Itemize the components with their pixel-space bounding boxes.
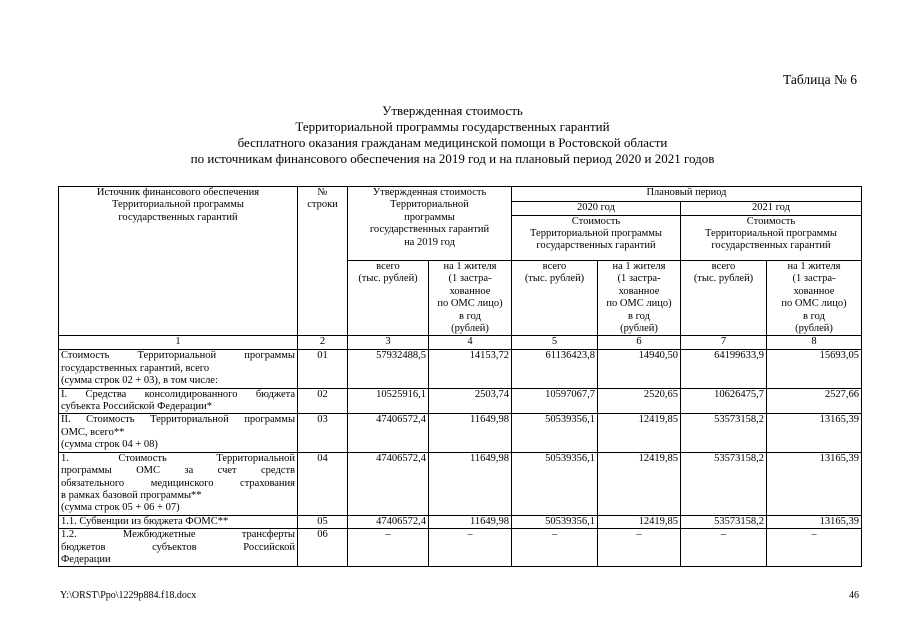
source-line: (сумма строк 05 + 06 + 07) <box>61 502 180 514</box>
row-number: 03 <box>298 414 348 452</box>
cell-total-2019: 47406572,4 <box>348 515 429 528</box>
cell-per-2020: 12419,85 <box>598 452 681 515</box>
header-text: хованное <box>793 285 835 297</box>
cell-per-2019: 11649,98 <box>429 414 512 452</box>
column-index: 5 <box>512 336 598 350</box>
header-text: Источник финансового обеспечения <box>96 187 260 198</box>
cell-total-2021: – <box>681 529 767 567</box>
header-text: всего <box>711 261 736 272</box>
table-row <box>59 529 862 567</box>
source-line: II. Стоимость Территориальной программы <box>61 414 295 426</box>
header-text: (рублей) <box>451 323 489 335</box>
column-index: 4 <box>429 336 512 350</box>
header-per-resident-2020 <box>598 261 681 336</box>
source-line: Федерации <box>61 553 111 565</box>
column-index: 7 <box>681 336 767 350</box>
title-line: Утвержденная стоимость <box>382 103 523 118</box>
column-index: 3 <box>348 336 429 350</box>
header-text: государственных гарантий <box>369 224 490 236</box>
cell-total-2019: 57932488,5 <box>348 350 429 388</box>
table-row <box>59 452 862 515</box>
row-number: 01 <box>298 350 348 388</box>
header-text: на 1 жителя <box>612 261 666 272</box>
row-source <box>59 414 298 452</box>
cell-total-2021: 53573158,2 <box>681 515 767 528</box>
source-line: государственных гарантий, всего <box>61 362 210 374</box>
column-index: 1 <box>59 336 298 350</box>
header-text: (1 застра- <box>792 273 836 285</box>
header-per-resident-2019 <box>429 261 512 336</box>
header-row <box>59 187 862 202</box>
cell-total-2020: 10597067,7 <box>512 388 598 414</box>
cell-per-2020: 12419,85 <box>598 414 681 452</box>
header-text: государственных гарантий <box>536 240 656 252</box>
file-path: Y:\ORST\Ppo\1229p884.f18.docx <box>60 590 197 601</box>
source-line: I. Средства консолидированного бюджета <box>61 388 295 400</box>
header-text: хованное <box>449 285 491 297</box>
header-year-2020 <box>512 202 681 261</box>
header-source <box>59 187 298 336</box>
header-total-2021 <box>681 261 767 336</box>
header-text: (тыс. рублей) <box>693 273 754 285</box>
header-text: 2021 год <box>681 202 861 215</box>
header-text: (тыс. рублей) <box>358 273 418 285</box>
source-line: 1. Стоимость Территориальной <box>61 452 295 464</box>
cell-per-2020: – <box>598 529 681 567</box>
row-source <box>59 452 298 515</box>
table-number: Таблица № 6 <box>783 72 857 87</box>
row-number: 05 <box>298 515 348 528</box>
cell-per-2020: 12419,85 <box>598 515 681 528</box>
header-text: (1 застра- <box>617 273 661 285</box>
header-text: государственных гарантий <box>711 240 831 252</box>
column-index: 2 <box>298 336 348 350</box>
header-total-2019 <box>348 261 429 336</box>
cell-total-2020: 61136423,8 <box>512 350 598 388</box>
title-line: Территориальной программы государственных гарантий <box>295 119 610 134</box>
header-row-no <box>298 187 348 336</box>
header-text: (тыс. рублей) <box>524 273 585 285</box>
header-text: строки <box>307 199 338 211</box>
header-text: в год <box>803 310 825 322</box>
cell-total-2019: 10525916,1 <box>348 388 429 414</box>
header-text: на 1 жителя <box>443 261 497 272</box>
column-index: 8 <box>767 336 862 350</box>
title-line: бесплатного оказания гражданам медицинской помощи в Ростовской области <box>237 135 668 150</box>
header-text: по ОМС лицо) <box>781 298 847 310</box>
header-text: Утвержденная стоимость <box>372 187 487 198</box>
source-line: 1.1. Субвенции из бюджета ФОМС** <box>61 515 229 527</box>
source-line: программы ОМС за счет средств <box>61 465 295 477</box>
header-text: по ОМС лицо) <box>437 298 503 310</box>
cell-per-2021: 13165,39 <box>767 414 862 452</box>
cell-per-2021: – <box>767 529 862 567</box>
cell-total-2019: – <box>348 529 429 567</box>
header-text: Территориальной программы <box>112 199 244 211</box>
source-line: (сумма строк 04 + 08) <box>61 439 158 451</box>
row-source <box>59 515 298 528</box>
header-text: программы <box>404 211 455 223</box>
cell-per-2021: 13165,39 <box>767 515 862 528</box>
header-text: Территориальной программы <box>530 228 662 240</box>
header-planned-period: Плановый период <box>512 187 862 202</box>
cell-per-2019: 14153,72 <box>429 350 512 388</box>
cell-total-2019: 47406572,4 <box>348 452 429 515</box>
row-source <box>59 388 298 414</box>
cell-per-2019: – <box>429 529 512 567</box>
cell-per-2021: 15693,05 <box>767 350 862 388</box>
cell-total-2019: 47406572,4 <box>348 414 429 452</box>
header-per-resident-2021 <box>767 261 862 336</box>
header-year-2021 <box>681 202 862 261</box>
row-number: 04 <box>298 452 348 515</box>
page-number: 46 <box>849 590 859 601</box>
cell-total-2021: 53573158,2 <box>681 414 767 452</box>
table-row <box>59 515 862 528</box>
row-number: 06 <box>298 529 348 567</box>
title-line: по источникам финансового обеспечения на 2019 год и на плановый период 2020 и 2021 годов <box>190 151 715 166</box>
source-line: 1.2. Межбюджетные трансферты <box>61 529 295 541</box>
header-text: № <box>317 187 328 198</box>
header-text: хованное <box>618 285 660 297</box>
cell-total-2021: 53573158,2 <box>681 452 767 515</box>
cell-per-2019: 11649,98 <box>429 452 512 515</box>
header-approved-2019 <box>348 187 512 261</box>
cell-per-2021: 13165,39 <box>767 452 862 515</box>
header-text: всего <box>376 261 400 272</box>
header-text: Стоимость <box>571 215 621 227</box>
table-row <box>59 414 862 452</box>
header-text: государственных гарантий <box>118 211 238 223</box>
table-title <box>0 103 905 167</box>
cell-per-2019: 2503,74 <box>429 388 512 414</box>
header-text: на 2019 год <box>404 236 455 248</box>
financing-table <box>58 186 862 567</box>
cell-per-2019: 11649,98 <box>429 515 512 528</box>
table-row <box>59 388 862 414</box>
source-line: ОМС, всего** <box>61 426 125 438</box>
header-text: в год <box>628 310 650 322</box>
header-text: на 1 жителя <box>787 261 841 272</box>
source-line: обязательного медицинского страхования <box>61 477 295 489</box>
cell-total-2021: 10626475,7 <box>681 388 767 414</box>
cell-per-2020: 2520,65 <box>598 388 681 414</box>
source-line: Стоимость Территориальной программы <box>61 350 295 362</box>
cell-per-2020: 14940,50 <box>598 350 681 388</box>
cell-total-2020: 50539356,1 <box>512 414 598 452</box>
source-line: в рамках базовой программы** <box>61 489 202 501</box>
header-total-2020 <box>512 261 598 336</box>
header-text: всего <box>542 261 567 272</box>
row-source <box>59 350 298 388</box>
row-source <box>59 529 298 567</box>
header-text: Территориальной программы <box>705 228 837 240</box>
header-text: Территориальной <box>390 199 469 211</box>
cell-total-2021: 64199633,9 <box>681 350 767 388</box>
column-index: 6 <box>598 336 681 350</box>
cell-per-2021: 2527,66 <box>767 388 862 414</box>
source-line: бюджетов субъектов Российской <box>61 541 295 553</box>
header-text: (рублей) <box>795 323 833 335</box>
column-index-row <box>59 336 862 350</box>
header-text: 2020 год <box>512 202 680 215</box>
cell-total-2020: – <box>512 529 598 567</box>
header-text: (1 застра- <box>448 273 492 285</box>
header-text: (рублей) <box>620 323 658 335</box>
cell-total-2020: 50539356,1 <box>512 515 598 528</box>
cell-total-2020: 50539356,1 <box>512 452 598 515</box>
table-row <box>59 350 862 388</box>
source-line: субъекта Российской Федерации* <box>61 401 212 413</box>
header-text: по ОМС лицо) <box>606 298 672 310</box>
row-number: 02 <box>298 388 348 414</box>
header-text: в год <box>459 310 481 322</box>
header-text: Стоимость <box>746 215 796 227</box>
source-line: (сумма строк 02 + 03), в том числе: <box>61 375 218 387</box>
